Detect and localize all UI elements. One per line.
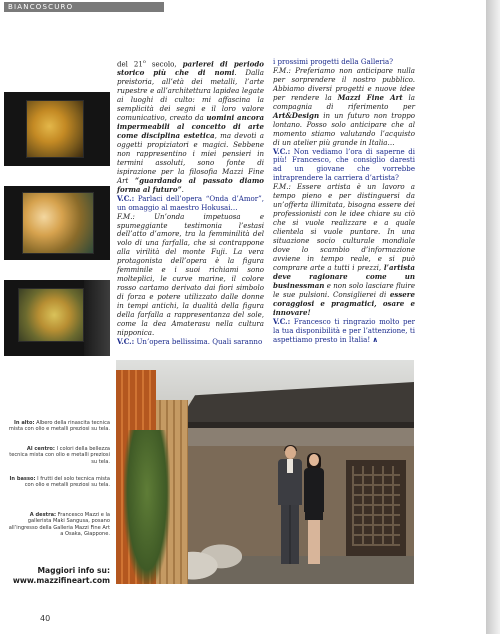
person-woman (302, 454, 326, 564)
question-2: V.C.: Un’opera bellissima. Quali saranno (117, 336, 263, 346)
page-number: 40 (40, 614, 51, 623)
caption-top: In alto: Albero della rinascita tecnica mista con olio e metalli preziosi su tela. (8, 420, 110, 433)
more-info: Maggiori info su: www.mazzifineart.com (8, 566, 110, 585)
caption-bottom: In basso: I frutti del solo tecnica mista con olio e metalli preziosi su tela. (9, 476, 110, 489)
text-column-left: del 21$^o$ secolo, parlerei di periodo storico più che di nomi. Dalla preistoria, all’età dei metalli, l’arte rupestre e all’architettura lapidea legate ai luoghi di culto: mi affascina la semplicità dei segni e il loro valore comunicativo, creato da uomini ancora impermeabili al concetto di arte come disciplina estetica, ma devoti a oggetti propiziatori e magici. Sebbene non rappresentino i miei pensieri in termini assoluti, sono fonte di ispirazione per la filosofia Mazzi Fine Art “guardando al passato diamo forma al futuro”. V.C.: Parlaci dell’opera “Onda d’Amor”, un omaggio al maestro Hokusai… F.M.: Un’onda impetuosa e spumeggiante testimonia l’estasi dell’atto d’amore, tra la femminilità del volo di una farfalla, che si contrappone alla virilità del monte Fuji. La vera protagonista dell’opera è la figura femminile e i suoi richiami sono molteplici, le curve marine, il colore rosso cartamo derivato dai fiori simbolo di forza e potere utilizzato dalle donne in tempi antichi, la dualità della figura della farfalla a rappresentanza del sole, come la dea Amaterasu nella cultura nipponica. V.C.: Un’opera bellissima. Quali saranno (117, 59, 265, 346)
question-3: V.C.: Non vediamo l’ora di saperne di più! Francesco, che consiglio daresti ad un giovane che vorrebbe intraprendere la carriera d’artista? (273, 146, 415, 183)
painting-middle (4, 186, 110, 260)
page-edge-shadow (486, 0, 500, 634)
gallery-entrance-photo (116, 360, 414, 584)
answer-3: F.M.: Essere artista è un lavoro a tempo pieno e per distinguersi da un’offerta illimitata, bisogna essere dei professionisti con le idee chiare su ciò che si vuole realizzare e a quale clientela si vuole puntare. In una situazione socio culturale mondiale dove lo scambio d’informazione avviene in tempo reale, e si può comprare arte a tutti i prezzi, l’artista deve ragionare come un businessman e non solo lasciare fluire le sue pulsioni. Consiglierei di essere coraggiosi e pragmatici, osare e innovare! (273, 182, 415, 317)
text-column-right: i prossimi progetti della Galleria? F.M.: Preferiamo non anticipare nulla per sorprendere il nostro pubblico. Abbiamo diversi progetti e nuove idee per rendere la Mazzi Fine Art la compagnia di riferimento per Art&Design in un futuro non troppo lontano. Posso solo anticipare che al momento stiamo valutando l’acquisto di un atelier più grande in Italia… V.C.: Non vediamo l’ora di saperne di più! Francesco, che consiglio daresti ad un giovane che vorrebbe intraprendere la carriera d’artista? F.M.: Essere artista è un lavoro a tempo pieno e per distinguersi da un’offerta illimitata, bisogna essere dei professionisti con le idee chiare su ciò che si vuole realizzare e a quale clientela si vuole puntare. In una situazione socio culturale mondiale dove lo scambio d’informazione avviene in tempo reale, e si può comprare arte a tutti i prezzi, l’artista deve ragionare come un businessman e non solo lasciare fluire le sue pulsioni. Consiglierei di essere coraggiosi e pragmatici, osare e innovare! V.C.: Francesco ti ringrazio molto per la tua disponibilità e per l’attenzione, ti aspettiamo presto in Italia! ∧ (273, 57, 415, 344)
caption-photo: A destra: Francesco Mazzi e la gallerista Maki Sangusa, posano all’ingresso della Galleria Mazzi Fine Art a Osaka, Giappone. (8, 512, 110, 538)
website-link[interactable]: www.mazzifineart.com (12, 575, 110, 585)
end-mark-icon: ∧ (372, 334, 379, 344)
person-man (276, 446, 304, 564)
masthead: BIANCOSCURO (4, 2, 164, 12)
answer-1: F.M.: Un’onda impetuosa e spumeggiante testimonia l’estasi dell’atto d’amore, tra la femminilità del volo di una farfalla, che si contrappone alla virilità del monte Fuji. La vera protagonista dell’opera è la figura femminile e i suoi richiami sono molteplici, le curve marine, il colore rosso cartamo derivato dai fiori simbolo di forza e potere utilizzato dalle donne in tempi antichi, la dualità della figura della farfalla a rappresentanza del sole, come la dea Amaterasu nella cultura nipponica. (117, 211, 264, 337)
question-1: V.C.: Parlaci dell’opera “Onda d’Amor”, un omaggio al maestro Hokusai… (117, 193, 264, 212)
painting-top (4, 92, 110, 166)
question-4: V.C.: Francesco ti ringrazio molto per la tua disponibilità e per l’attenzione, ti aspettiamo presto in Italia! ∧ (273, 316, 415, 344)
answer-2: F.M.: Preferiamo non anticipare nulla per sorprendere il nostro pubblico. Abbiamo diversi progetti e nuove idee per rendere la Mazzi Fine Art la compagnia di riferimento per Art&Design in un futuro non troppo lontano. Posso solo anticipare che al momento stiamo valutando l’acquisto di un atelier più grande in Italia… (273, 65, 415, 147)
painting-bottom (4, 280, 110, 356)
caption-middle: Al centro: I colori della bellezza tecnica mista con olio e metalli preziosi su tela. (9, 446, 110, 465)
